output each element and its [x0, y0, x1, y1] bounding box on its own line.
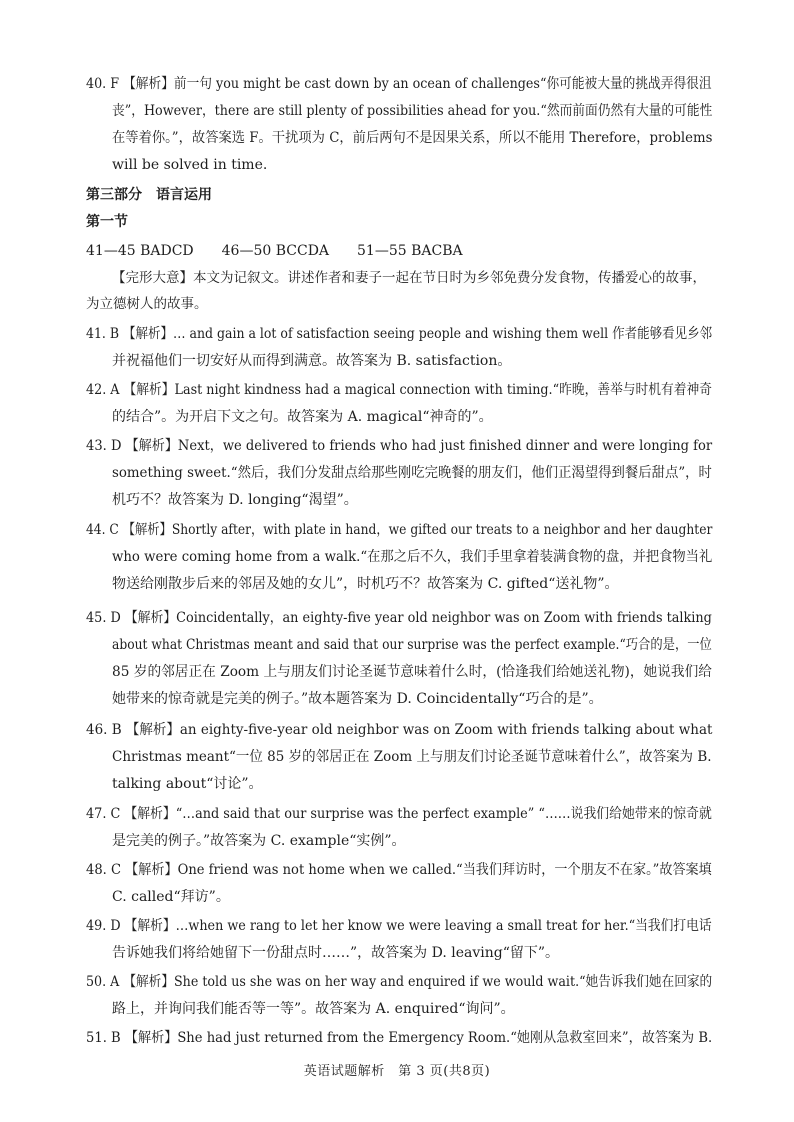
- text-line: 丧”，However，there are still plenty of possibilities ahead for you.“然而前面仍然有大量的可能性: [112, 103, 713, 119]
- text-line: 85 岁的邻居正在 Zoom 上与朋友们讨论圣诞节意味着什么时，(恰逢我们给她送礼物)，她说我们给: [112, 664, 712, 680]
- explanation-43: 43. D 【解析】Next，we delivered to friends who had just finished dinner and were longing for: [86, 438, 713, 454]
- text-line: will be solved in time.: [112, 157, 268, 173]
- text-line: 路上，并询问我们能否等一等”。故答案为 A. enquired“询问”。: [112, 1001, 515, 1017]
- text-line: C. called“拜访”。: [112, 889, 230, 905]
- text-line: 在等着你。”，故答案选 F。干扰项为 C，前后两句不是因果关系，所以不能用 Therefore，problems: [112, 130, 713, 146]
- passage-summary: 为立德树人的故事。: [86, 296, 208, 312]
- text-line: something sweet.“然后，我们分发甜点给那些刚吃完晚餐的朋友们，他们正渴望得到餐后甜点”，时: [112, 465, 712, 481]
- explanation-50: 50. A 【解析】She told us she was on her way and enquired if we would wait.“她告诉我们她在回家的: [86, 974, 713, 990]
- explanation-42: 42. A 【解析】Last night kindness had a magical connection with timing.“昨晚，善举与时机有着神奇: [86, 382, 712, 398]
- explanation-41: 41. B 【解析】… and gain a lot of satisfaction seeing people and wishing them well 作者能够看见乡邻: [86, 326, 713, 342]
- text-line: 并祝福他们一切安好从而得到满意。故答案为 B. satisfaction。: [112, 353, 512, 369]
- explanation-47: 47. C 【解析】“…and said that our surprise was the perfect example” “……说我们给她带来的惊奇就: [86, 806, 712, 822]
- text-line: talking about“讨论”。: [112, 776, 263, 792]
- text-line: about what Christmas meant and said that our surprise was the perfect example.“巧合的是，一位: [112, 637, 712, 653]
- answer-key: 41—45 BADCD 46—50 BCCDA 51—55 BACBA: [86, 243, 463, 259]
- text-line: 的结合”。为开启下文之句。故答案为 A. magical“神奇的”。: [112, 409, 493, 425]
- text-line: 机巧不？故答案为 D. longing“渴望”。: [112, 492, 358, 508]
- explanation-48: 48. C 【解析】One friend was not home when we called.“当我们拜访时，一个朋友不在家。”故答案填: [86, 862, 712, 878]
- explanation-49: 49. D 【解析】…when we rang to let her know we were leaving a small treat for her.“当我们打电话: [86, 918, 712, 934]
- page-footer: 英语试题解析 第 3 页(共8页): [303, 1064, 491, 1079]
- text-line: 她带来的惊奇就是完美的例子。”故本题答案为 D. Coincidentally“巧合的是”。: [112, 691, 603, 707]
- explanation-45: 45. D 【解析】Coincidentally，an eighty-five year old neighbor was on Zoom with friends talking: [86, 610, 712, 626]
- text-line: 物送给刚散步后来的邻居及她的女儿”，时机巧不？故答案为 C. gifted“送礼物”。: [112, 576, 619, 592]
- text-line: who were coming home from a walk.“在那之后不久，我们手里拿着装满食物的盘，并把食物当礼: [112, 549, 713, 565]
- text-line: 告诉她我们将给她留下一份甜点时……”，故答案为 D. leaving“留下”。: [112, 945, 560, 961]
- text-line: 40. F 【解析】前一句 you might be cast down by an ocean of challenges“你可能被大量的挑战弄得很沮: [86, 76, 712, 92]
- passage-summary: 【完形大意】本文为记叙文。讲述作者和妻子一起在节日时为乡邻免费分发食物，传播爱心的故事，: [112, 270, 706, 286]
- section-heading: 第三部分 语言运用: [86, 187, 212, 203]
- text-line: Christmas meant“一位 85 岁的邻居正在 Zoom 上与朋友们讨论圣诞节意味着什么”，故答案为 B.: [112, 749, 712, 765]
- explanation-46: 46. B 【解析】an eighty-five-year old neighbor was on Zoom with friends talking about what: [86, 722, 713, 738]
- text-line: 是完美的例子。”故答案为 C. example“实例”。: [112, 833, 406, 849]
- explanation-44: 44. C 【解析】Shortly after，with plate in hand，we gifted our treats to a neighbor and her daughter: [86, 522, 713, 538]
- explanation-51: 51. B 【解析】She had just returned from the Emergency Room.“她刚从急救室回来”，故答案为 B.: [86, 1030, 713, 1046]
- subsection-heading: 第一节: [86, 214, 128, 230]
